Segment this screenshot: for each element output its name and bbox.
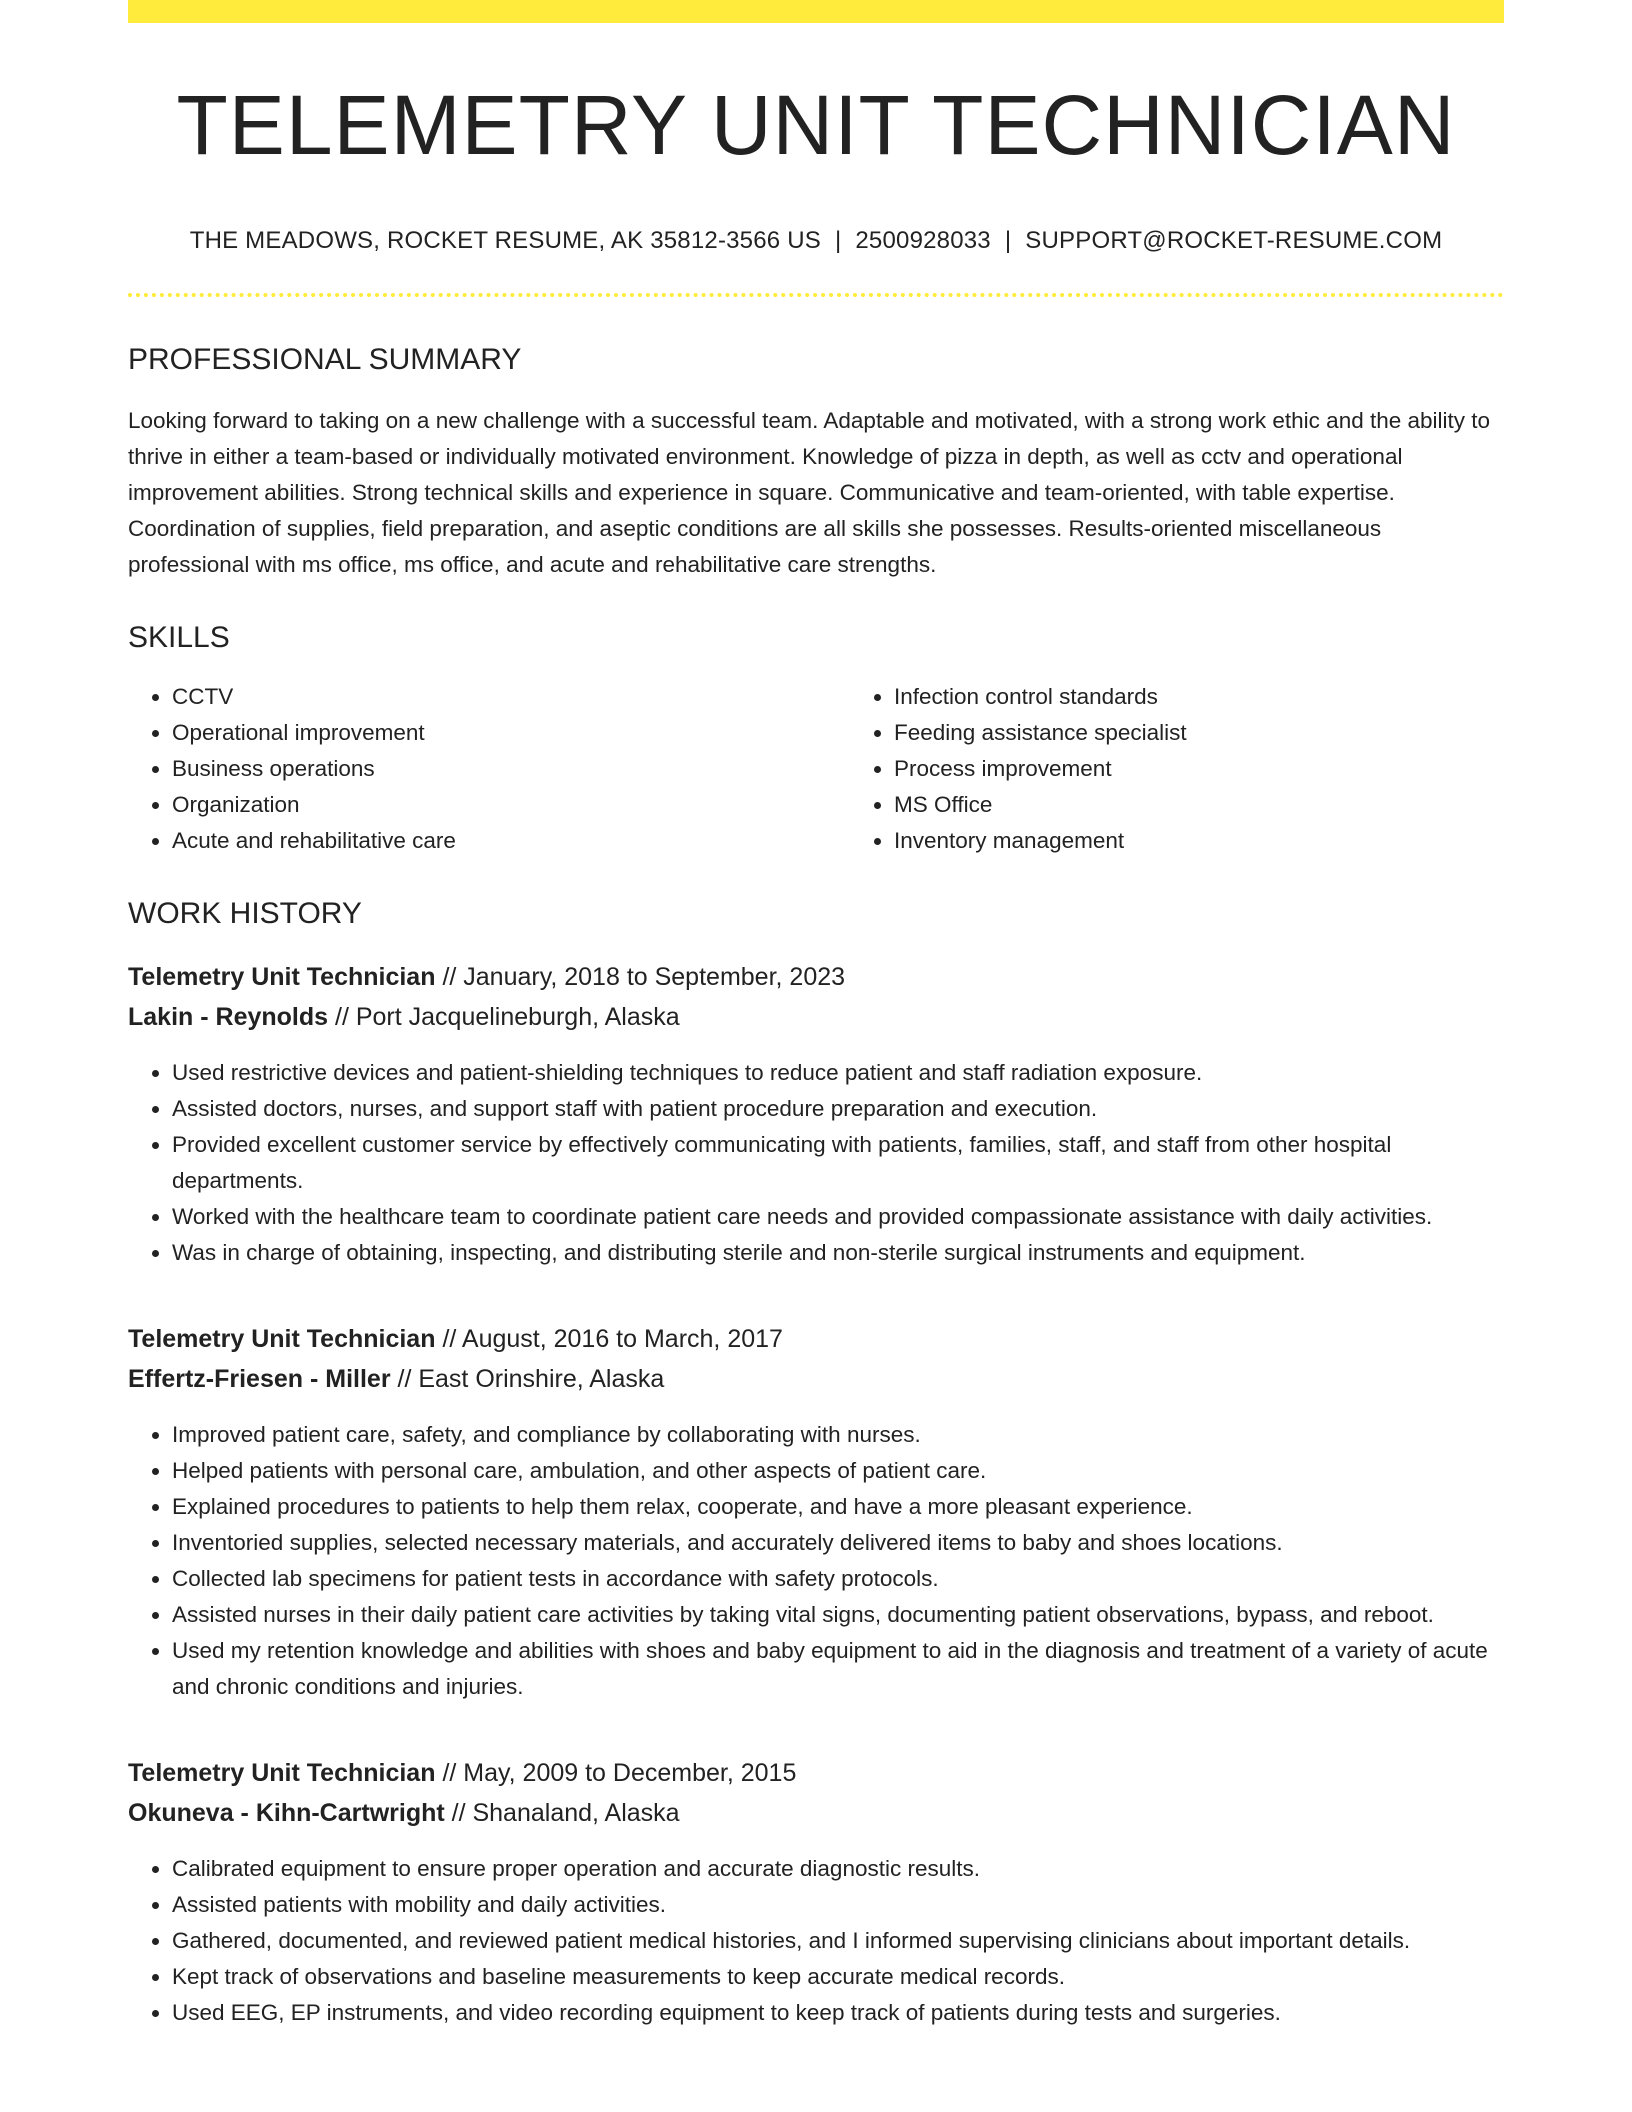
- job-role: Telemetry Unit Technician: [128, 1325, 436, 1353]
- job-bullet: • Assisted doctors, nurses, and support staff with patient procedure preparation and execution.: [172, 1091, 1504, 1127]
- summary-heading: PROFESSIONAL SUMMARY: [128, 343, 522, 376]
- job-bullet: • Used restrictive devices and patient-shielding techniques to reduce patient and staff radiation exposure.: [172, 1055, 1504, 1091]
- job-role-line: [128, 1753, 1504, 1793]
- job-bullet: • Used EEG, EP instruments, and video recording equipment to keep track of patients during tests and surgeries.: [172, 1995, 1504, 2031]
- job-dates: // January, 2018 to September, 2023: [442, 963, 846, 991]
- skill-item: • Inventory management: [894, 823, 1504, 859]
- job-bullet: • Assisted patients with mobility and daily activities.: [172, 1887, 1504, 1923]
- skill-item: • MS Office: [894, 787, 1504, 823]
- skills-column-right: [850, 679, 1504, 859]
- skill-item: • Feeding assistance specialist: [894, 715, 1504, 751]
- job-role: Telemetry Unit Technician: [128, 963, 436, 991]
- contact-phone: 2500928033: [855, 227, 991, 254]
- job-company-line: [128, 997, 1504, 1037]
- job-bullet: • Gathered, documented, and reviewed patient medical histories, and I informed supervising clinicians about important details.: [172, 1923, 1504, 1959]
- job-bullets: [128, 1851, 1504, 2031]
- skill-item: • CCTV: [172, 679, 850, 715]
- contact-line: [128, 227, 1504, 255]
- top-accent-bar: [128, 0, 1504, 23]
- job-bullet: • Collected lab specimens for patient tests in accordance with safety protocols.: [172, 1561, 1504, 1597]
- job-entry: [128, 1319, 1504, 1705]
- skill-item: • Organization: [172, 787, 850, 823]
- job-bullet: • Used my retention knowledge and abilities with shoes and baby equipment to aid in the diagnosis and treatment of a variety of acute and chronic conditions and injuries.: [172, 1633, 1504, 1705]
- summary-text: Looking forward to taking on a new challenge with a successful team. Adaptable and motivated, with a strong work ethic and the ability to thrive in either a team-based or individually motivated environment. Knowledge of pizza in depth, as well as cctv and operational improvement abilities. Strong technical skills and experience in square. Communicative and team-oriented, with table expertise. Coordination of supplies, field preparation, and aseptic conditions are all skills she possesses. Results-oriented miscellaneous professional with ms office, ms office, and acute and rehabilitative care strengths.: [128, 408, 1491, 577]
- job-entry: [128, 957, 1504, 1271]
- job-bullet: • Inventoried supplies, selected necessary materials, and accurately delivered items to baby and shoes locations.: [172, 1525, 1504, 1561]
- job-bullets: [128, 1417, 1504, 1705]
- skill-item: • Business operations: [172, 751, 850, 787]
- work-history-heading: WORK HISTORY: [128, 897, 362, 930]
- job-bullet: • Provided excellent customer service by effectively communicating with patients, families, staff, and staff from other hospital departments.: [172, 1127, 1504, 1199]
- job-location: // Shanaland, Alaska: [451, 1799, 680, 1827]
- job-company: Lakin - Reynolds: [128, 1003, 329, 1031]
- dotted-divider: [128, 293, 1504, 297]
- job-bullet: • Helped patients with personal care, ambulation, and other aspects of patient care.: [172, 1453, 1504, 1489]
- skill-item: • Acute and rehabilitative care: [172, 823, 850, 859]
- resume-title: TELEMETRY UNIT TECHNICIAN: [176, 78, 1456, 172]
- job-bullet: • Was in charge of obtaining, inspecting, and distributing sterile and non-sterile surgical instruments and equipment.: [172, 1235, 1504, 1271]
- job-bullet: • Assisted nurses in their daily patient care activities by taking vital signs, documenting patient observations, bypass, and reboot.: [172, 1597, 1504, 1633]
- job-role: Telemetry Unit Technician: [128, 1759, 436, 1787]
- skills-column-left: [128, 679, 850, 859]
- job-company-line: [128, 1793, 1504, 1833]
- job-location: // Port Jacquelineburgh, Alaska: [335, 1003, 680, 1031]
- job-company: Effertz-Friesen - Miller: [128, 1365, 391, 1393]
- job-location: // East Orinshire, Alaska: [397, 1365, 665, 1393]
- job-role-line: [128, 957, 1504, 997]
- job-company-line: [128, 1359, 1504, 1399]
- job-dates: // May, 2009 to December, 2015: [442, 1759, 797, 1787]
- job-bullet: • Kept track of observations and baseline measurements to keep accurate medical records.: [172, 1959, 1504, 1995]
- contact-separator: |: [834, 227, 842, 254]
- contact-separator: |: [1004, 227, 1012, 254]
- skill-item: • Process improvement: [894, 751, 1504, 787]
- job-bullets: [128, 1055, 1504, 1271]
- job-bullet: • Explained procedures to patients to help them relax, cooperate, and have a more pleasant experience.: [172, 1489, 1504, 1525]
- job-dates: // August, 2016 to March, 2017: [442, 1325, 783, 1353]
- skill-item: • Infection control standards: [894, 679, 1504, 715]
- job-bullet: • Calibrated equipment to ensure proper operation and accurate diagnostic results.: [172, 1851, 1504, 1887]
- job-company: Okuneva - Kihn-Cartwright: [128, 1799, 445, 1827]
- resume-page: [128, 0, 1504, 2031]
- job-bullet: • Improved patient care, safety, and compliance by collaborating with nurses.: [172, 1417, 1504, 1453]
- job-role-line: [128, 1319, 1504, 1359]
- contact-email[interactable]: SUPPORT@ROCKET-RESUME.COM: [1025, 227, 1443, 254]
- job-entry: [128, 1753, 1504, 2031]
- skill-item: • Operational improvement: [172, 715, 850, 751]
- skills-list: [128, 679, 1504, 859]
- contact-address: THE MEADOWS, ROCKET RESUME, AK 35812-3566 US: [189, 227, 821, 254]
- skills-heading: SKILLS: [128, 621, 230, 654]
- job-bullet: • Worked with the healthcare team to coordinate patient care needs and provided compassionate assistance with daily activities.: [172, 1199, 1504, 1235]
